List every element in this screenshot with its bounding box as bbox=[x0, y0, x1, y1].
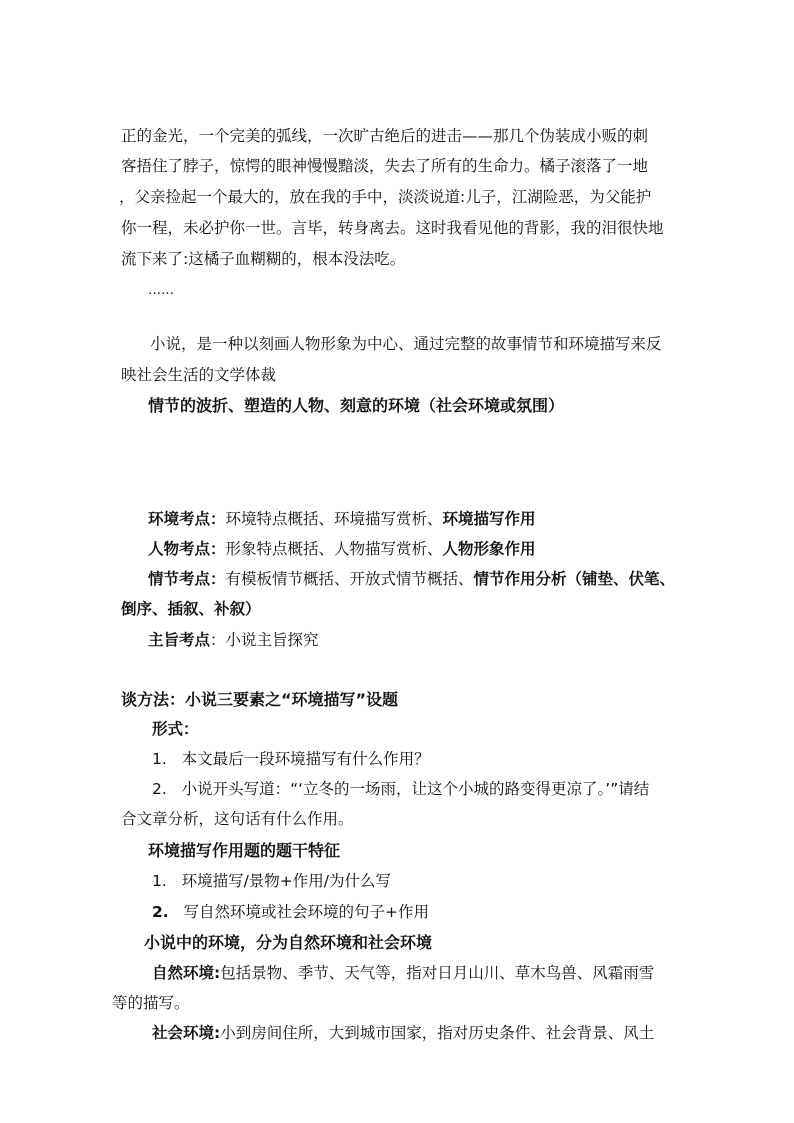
env-types-heading: 小说中的环境，分为自然环境和社会环境 bbox=[144, 933, 433, 952]
exam-point-character bbox=[148, 538, 536, 560]
form-item-2-cont: 合文章分析，这句话有什么作用。 bbox=[121, 810, 354, 828]
text: 小到房间住所，大到城市国家，指对历史条件、社会背景、风土 bbox=[220, 1024, 655, 1042]
label: 环境考点： bbox=[148, 510, 226, 528]
emphasis: 人物形象作用 bbox=[442, 540, 536, 558]
story-line-1: 正的金光，一个完美的弧线，一次旷古绝后的进击——那几个伪装成小贩的刺 bbox=[121, 127, 649, 145]
item-number: 2. bbox=[152, 780, 167, 798]
exam-point-theme bbox=[148, 629, 319, 651]
label: 人物考点： bbox=[148, 540, 226, 558]
label: 自然环境: bbox=[152, 964, 221, 982]
form-item-1 bbox=[152, 748, 430, 770]
novel-elements: 情节的波折、塑造的人物、刻意的环境（社会环境或氛围） bbox=[148, 396, 565, 415]
item-text: 本文最后一段环境描写有什么作用？ bbox=[181, 750, 430, 768]
story-line-2: 客捂住了脖子，惊愕的眼神慢慢黯淡，失去了所有的生命力。橘子滚落了一地 bbox=[121, 157, 649, 175]
item-number: 1. bbox=[152, 750, 167, 768]
exam-point-plot bbox=[148, 568, 675, 590]
exam-point-plot-cont: 倒序、插叙、补叙） bbox=[121, 600, 261, 618]
features-heading: 环境描写作用题的题干特征 bbox=[148, 841, 341, 860]
emphasis: 情节作用分析（铺垫、伏笔、 bbox=[473, 570, 676, 588]
items: 形象特点概括、人物描写赏析、 bbox=[225, 540, 443, 558]
definition-line-2: 映社会生活的文学体裁 bbox=[121, 366, 277, 384]
item-number: 2. bbox=[152, 903, 169, 921]
story-line-5: 流下来了:这橘子血糊糊的，根本没法吃。 bbox=[121, 250, 406, 268]
item-text: 环境描写/景物+作用/为什么写 bbox=[181, 872, 392, 890]
exam-point-environment bbox=[148, 508, 536, 530]
label: 主旨考点 bbox=[148, 631, 211, 649]
natural-environment bbox=[152, 962, 654, 984]
story-line-4: 你一程，未必护你一世。言毕，转身离去。这时我看见他的背影，我的泪很快地 bbox=[121, 219, 664, 237]
item-text: 小说开头写道：“‘立冬的一场雨，让这个小城的路变得更凉了。’”请结 bbox=[181, 780, 650, 798]
definition-line-1: 小说，是一种以刻画人物形象为中心、通过完整的故事情节和环境描写来反 bbox=[150, 335, 662, 353]
items: 环境特点概括、环境描写赏析、 bbox=[225, 510, 443, 528]
items: ：小说主旨探究 bbox=[210, 631, 319, 649]
feature-item-2 bbox=[152, 901, 429, 923]
feature-item-1 bbox=[152, 870, 391, 892]
method-heading: 谈方法：小说三要素之“环境描写”设题 bbox=[121, 690, 399, 709]
item-text: 写自然环境或社会环境的句子+作用 bbox=[183, 903, 429, 921]
ellipsis: …… bbox=[148, 283, 174, 298]
natural-environment-cont: 等的描写。 bbox=[112, 994, 190, 1012]
label: 情节考点： bbox=[148, 570, 226, 588]
form-item-2 bbox=[152, 778, 649, 800]
story-line-3: ，父亲捡起一个最大的，放在我的手中，淡淡说道:儿子，江湖险恶，为父能护 bbox=[119, 188, 652, 206]
social-environment bbox=[152, 1022, 654, 1044]
items: 有模板情节概括、开放式情节概括、 bbox=[225, 570, 474, 588]
form-label: 形式： bbox=[152, 720, 199, 738]
label: 社会环境: bbox=[152, 1024, 221, 1042]
item-number: 1. bbox=[152, 872, 167, 890]
emphasis: 环境描写作用 bbox=[442, 510, 536, 528]
text: 包括景物、季节、天气等，指对日月山川、草木鸟兽、风霜雨雪 bbox=[220, 964, 655, 982]
